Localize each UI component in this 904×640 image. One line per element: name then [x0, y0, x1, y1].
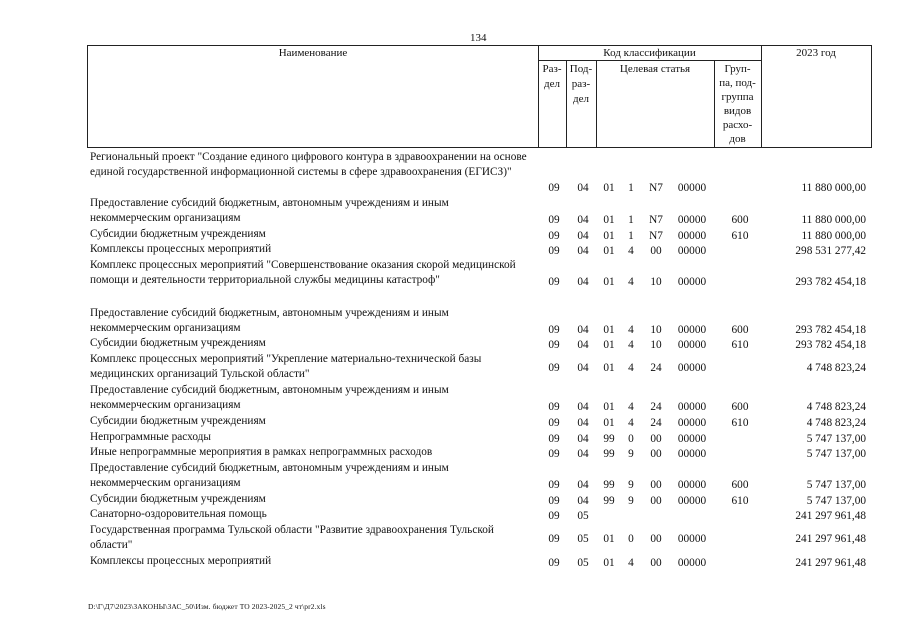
row-code-t4: 00000: [677, 362, 707, 374]
row-amount: 4 748 823,24: [806, 401, 866, 413]
row-code-t4: 00000: [677, 230, 707, 242]
row-code-g: 610: [731, 417, 749, 429]
row-name: Субсидии бюджетным учреждениям: [90, 493, 266, 505]
row-code-t4: 00000: [677, 214, 707, 226]
row-code-t2: 4: [628, 362, 634, 374]
row-code-t1: 01: [603, 339, 615, 351]
row-code-t4: 00000: [677, 479, 707, 491]
header-section: Раз- дел: [542, 63, 562, 90]
row-code-p: 04: [577, 230, 589, 242]
row-code-t4: 00000: [677, 324, 707, 336]
row-code-r: 09: [548, 362, 560, 374]
file-path: D:\Г\Д7\2023\ЗАКОНЫ\ЗАС_50\Изм. бюджет ТО 2023-2025_2 чт\pr2.xls: [88, 602, 326, 611]
row-code-r: 09: [548, 433, 560, 445]
row-name: Иные непрограммные мероприятия в рамках непрограммных расходов: [90, 446, 433, 458]
row-name: Предоставление субсидий бюджетным, автономным учреждениям и иным некоммерческим организациям: [90, 384, 449, 411]
row-code-t3: N7: [649, 182, 663, 194]
row-code-p: 05: [577, 510, 589, 522]
row-code-t2: 1: [628, 230, 634, 242]
row-code-p: 04: [577, 401, 589, 413]
row-name: Предоставление субсидий бюджетным, автономным учреждениям и иным некоммерческим организациям: [90, 307, 449, 334]
header-target: Целевая статья: [619, 63, 691, 75]
row-code-t4: 00000: [677, 401, 707, 413]
row-code-t1: 99: [603, 448, 615, 460]
row-code-g: 610: [731, 495, 749, 507]
row-code-r: 09: [548, 417, 560, 429]
row-code-t3: 24: [650, 401, 662, 413]
table-header: [87, 45, 872, 148]
row-code-r: 09: [548, 324, 560, 336]
row-code-t2: 4: [628, 417, 634, 429]
row-code-t2: 0: [628, 533, 634, 545]
row-code-g: 600: [731, 214, 749, 226]
row-code-t2: 4: [628, 324, 634, 336]
row-code-p: 04: [577, 214, 589, 226]
row-code-t1: 01: [603, 182, 615, 194]
row-code-t4: 00000: [677, 417, 707, 429]
row-code-r: 09: [548, 495, 560, 507]
row-name: Комплексы процессных мероприятий: [90, 555, 272, 567]
row-code-t2: 1: [628, 182, 634, 194]
row-code-p: 05: [577, 533, 589, 545]
row-code-r: 09: [548, 401, 560, 413]
row-code-t2: 9: [628, 495, 634, 507]
row-code-t1: 01: [603, 245, 615, 257]
row-code-t2: 9: [628, 479, 634, 491]
row-code-t3: 10: [650, 339, 662, 351]
row-amount: 298 531 277,42: [795, 245, 866, 257]
row-code-r: 09: [548, 339, 560, 351]
row-amount: 11 880 000,00: [801, 214, 866, 226]
row-name: Субсидии бюджетным учреждениям: [90, 337, 266, 349]
divider: [761, 46, 762, 147]
row-code-g: 610: [731, 339, 749, 351]
row-code-t3: 00: [650, 433, 662, 445]
row-code-t2: 4: [628, 245, 634, 257]
row-code-t4: 00000: [677, 182, 707, 194]
row-code-r: 09: [548, 510, 560, 522]
header-name: Наименование: [278, 47, 348, 59]
row-code-t1: 01: [603, 557, 615, 569]
row-code-r: 09: [548, 479, 560, 491]
header-classification: Код классификации: [603, 47, 696, 59]
row-name: Субсидии бюджетным учреждениям: [90, 415, 266, 427]
row-amount: 293 782 454,18: [795, 339, 866, 351]
row-name: Предоставление субсидий бюджетным, автономным учреждениям и иным некоммерческим организациям: [90, 197, 449, 224]
row-code-t3: 24: [650, 362, 662, 374]
row-code-t4: 00000: [677, 433, 707, 445]
row-code-p: 04: [577, 495, 589, 507]
row-name: Субсидии бюджетным учреждениям: [90, 228, 266, 240]
row-code-p: 04: [577, 339, 589, 351]
row-code-t1: 99: [603, 479, 615, 491]
row-code-p: 04: [577, 417, 589, 429]
row-code-t1: 01: [603, 324, 615, 336]
row-code-g: 600: [731, 479, 749, 491]
row-code-t1: 01: [603, 401, 615, 413]
row-code-g: 610: [731, 230, 749, 242]
row-code-t1: 01: [603, 362, 615, 374]
row-name: Непрограммные расходы: [90, 431, 211, 443]
row-code-t2: 9: [628, 448, 634, 460]
row-code-r: 09: [548, 214, 560, 226]
row-code-t2: 1: [628, 214, 634, 226]
row-code-t2: 4: [628, 276, 634, 288]
row-code-t3: 00: [650, 557, 662, 569]
row-amount: 5 747 137,00: [806, 433, 866, 445]
row-code-t4: 00000: [677, 557, 707, 569]
row-code-t4: 00000: [677, 495, 707, 507]
row-code-p: 05: [577, 557, 589, 569]
row-name: Предоставление субсидий бюджетным, автономным учреждениям и иным некоммерческим организациям: [90, 462, 449, 489]
row-code-p: 04: [577, 362, 589, 374]
row-amount: 5 747 137,00: [806, 448, 866, 460]
row-code-g: 600: [731, 324, 749, 336]
row-name: Региональный проект "Создание единого цифрового контура в здравоохранении на основе единой государственной информационной системы в сфере здравоохранения (ЕГИСЗ)": [90, 151, 527, 178]
row-code-t3: 24: [650, 417, 662, 429]
row-code-r: 09: [548, 276, 560, 288]
row-code-t3: N7: [649, 214, 663, 226]
page-number: 134: [470, 32, 487, 44]
row-code-p: 04: [577, 245, 589, 257]
row-code-t3: 00: [650, 479, 662, 491]
row-code-t4: 00000: [677, 533, 707, 545]
row-amount: 293 782 454,18: [795, 324, 866, 336]
row-code-t2: 4: [628, 401, 634, 413]
row-name: Санаторно-оздоровительная помощь: [90, 508, 267, 520]
row-code-t1: 01: [603, 214, 615, 226]
row-code-t1: 01: [603, 533, 615, 545]
row-code-r: 09: [548, 448, 560, 460]
row-code-r: 09: [548, 182, 560, 194]
row-code-t2: 0: [628, 433, 634, 445]
row-amount: 4 748 823,24: [806, 417, 866, 429]
row-code-g: 600: [731, 401, 749, 413]
row-code-t1: 99: [603, 495, 615, 507]
row-code-t1: 99: [603, 433, 615, 445]
row-code-p: 04: [577, 433, 589, 445]
row-amount: 11 880 000,00: [801, 182, 866, 194]
row-code-t4: 00000: [677, 245, 707, 257]
row-code-t2: 4: [628, 557, 634, 569]
row-code-p: 04: [577, 448, 589, 460]
row-code-t3: 10: [650, 324, 662, 336]
row-code-t4: 00000: [677, 448, 707, 460]
row-name: Комплекс процессных мероприятий "Укрепление материально-технической базы медицинских организаций Тульской области": [90, 353, 482, 380]
row-amount: 4 748 823,24: [806, 362, 866, 374]
row-code-r: 09: [548, 230, 560, 242]
row-amount: 241 297 961,48: [795, 510, 866, 522]
header-year: 2023 год: [796, 47, 836, 59]
row-code-r: 09: [548, 533, 560, 545]
row-code-t2: 4: [628, 339, 634, 351]
row-name: Комплекс процессных мероприятий "Совершенствование оказания скорой медицинской помощи и деятельности территориальной службы медицины катастроф": [90, 259, 516, 286]
row-code-t3: 10: [650, 276, 662, 288]
row-code-p: 04: [577, 182, 589, 194]
row-name: Государственная программа Тульской области "Развитие здравоохранения Тульской области": [90, 524, 494, 551]
row-code-r: 09: [548, 245, 560, 257]
row-amount: 241 297 961,48: [795, 533, 866, 545]
row-code-t3: 00: [650, 245, 662, 257]
header-subsection: Под- раз- дел: [569, 63, 593, 105]
row-code-t4: 00000: [677, 276, 707, 288]
row-amount: 5 747 137,00: [806, 479, 866, 491]
row-amount: 241 297 961,48: [795, 557, 866, 569]
row-code-t3: 00: [650, 448, 662, 460]
row-code-t1: 01: [603, 230, 615, 242]
row-code-t4: 00000: [677, 339, 707, 351]
row-amount: 5 747 137,00: [806, 495, 866, 507]
header-group: Груп- па, под- группа видов расхо- дов: [719, 63, 756, 145]
row-code-t3: 00: [650, 533, 662, 545]
row-code-p: 04: [577, 276, 589, 288]
row-code-r: 09: [548, 557, 560, 569]
row-amount: 11 880 000,00: [801, 230, 866, 242]
row-code-p: 04: [577, 324, 589, 336]
row-code-p: 04: [577, 479, 589, 491]
row-amount: 293 782 454,18: [795, 276, 866, 288]
row-code-t1: 01: [603, 276, 615, 288]
row-name: Комплексы процессных мероприятий: [90, 243, 272, 255]
row-code-t1: 01: [603, 417, 615, 429]
row-code-t3: N7: [649, 230, 663, 242]
row-code-t3: 00: [650, 495, 662, 507]
